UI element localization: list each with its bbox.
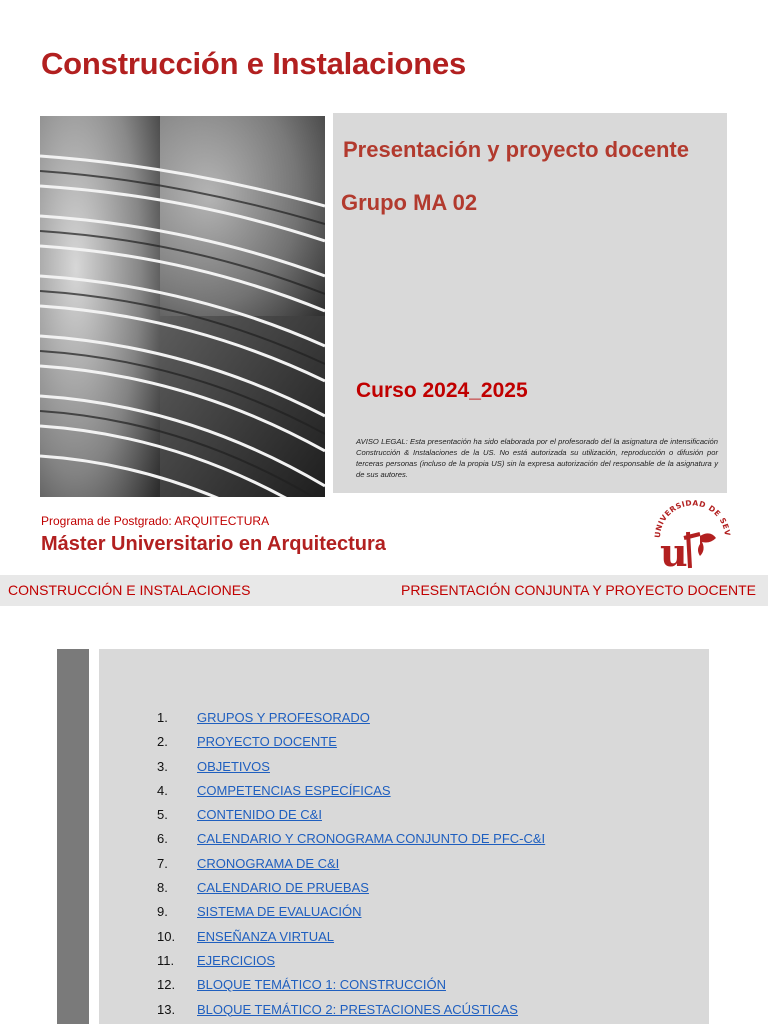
toc-link-grupos[interactable]: GRUPOS Y PROFESORADO [197,710,370,725]
toc-link-ejercicios[interactable]: EJERCICIOS [197,952,276,968]
course-label: Curso 2024_2025 [356,379,528,402]
toc-item-number: 4. [157,782,168,798]
legal-notice: AVISO LEGAL: Esta presentación ha sido elaborada por el profesorado del la asignatura de intensificación Construcción & Instalaciones de la US. No está autorizada su utilización, reproducción o difusión por terceras personas (incluso de la propia US) sin la expresa autorización del responsable de la asignatura y de sus autores. [356,437,718,479]
toc-item-number: 2. [157,734,168,750]
toc-item-number: 1. [157,710,168,725]
toc-link-ensenanza-virtual[interactable]: ENSEÑANZA VIRTUAL [197,928,335,944]
group-label: Grupo MA 02 [341,190,478,215]
toc-item-number: 9. [157,904,168,920]
toc-link-calendario-pruebas[interactable]: CALENDARIO DE PRUEBAS [197,880,369,896]
university-logo [650,498,735,573]
toc-item-number: 13. [157,1001,176,1017]
toc-item-number: 7. [157,855,168,871]
toc-link-calendario-cronograma[interactable]: CALENDARIO Y CRONOGRAMA CONJUNTO DE PFC-C&I [197,831,546,847]
toc-side-strip [57,649,89,1024]
section-header-bar [0,575,768,606]
toc-link-objetivos[interactable]: OBJETIVOS [197,758,270,774]
toc-item-number: 8. [157,880,168,896]
toc-link-proyecto-docente[interactable]: PROYECTO DOCENTE [197,734,337,750]
toc-link-cronograma[interactable]: CRONOGRAMA DE C&I [197,855,340,871]
building-photo-icon [40,116,325,497]
toc-link-bloque-2[interactable]: BLOQUE TEMÁTICO 2: PRESTACIONES ACÚSTICAS [197,1001,518,1017]
presentation-name-label: PRESENTACIÓN CONJUNTA Y PROYECTO DOCENTE [401,582,756,598]
toc-item-number: 12. [157,977,176,993]
toc-item-number: 11. [157,952,175,968]
svg-text:u: u [660,530,688,573]
toc-item-number: 3. [157,758,168,774]
building-photo [40,116,325,497]
university-seal-icon [650,498,735,573]
page-title: Construcción e Instalaciones [41,46,467,81]
toc-item-number: 10. [157,928,176,944]
toc-link-bloque-1[interactable]: BLOQUE TEMÁTICO 1: CONSTRUCCIÓN [197,977,446,993]
toc-item-number: 6. [157,831,168,847]
toc-link-competencias[interactable]: COMPETENCIAS ESPECÍFICAS [197,782,391,798]
toc-link-evaluacion[interactable]: SISTEMA DE EVALUACIÓN [197,904,362,920]
program-label: Programa de Postgrado: ARQUITECTURA [41,514,270,528]
presentation-subtitle: Presentación y proyecto docente [343,137,689,162]
toc-item-number: 5. [157,807,168,823]
toc-link-contenido[interactable]: CONTENIDO DE C&I [197,807,322,823]
svg-text:UNIVERSIDAD DE SEVILLA: UNIVERSIDAD DE SEV [652,498,733,539]
course-name-label: CONSTRUCCIÓN E INSTALACIONES [8,582,251,598]
master-title: Máster Universitario en Arquitectura [41,533,386,555]
